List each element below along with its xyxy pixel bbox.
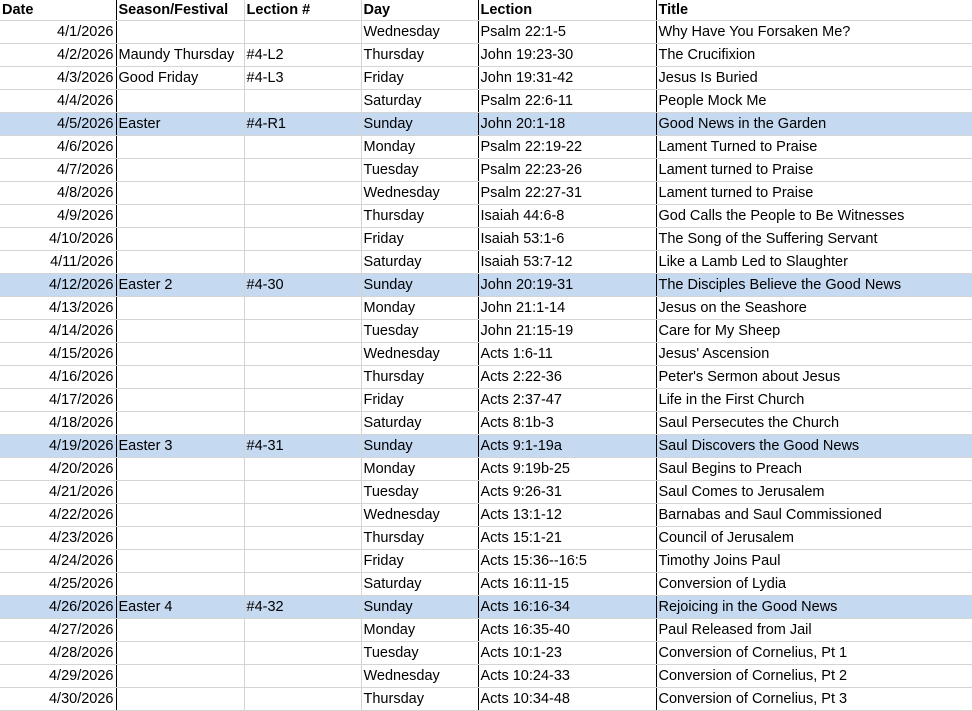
cell-season[interactable] (116, 205, 244, 228)
table-row (0, 205, 972, 228)
table-row (0, 458, 972, 481)
cell-lection-num[interactable] (244, 642, 361, 665)
table-row (0, 182, 972, 205)
cell-season[interactable] (116, 389, 244, 412)
cell-lection[interactable]: Psalm 22:27-31 (478, 182, 656, 205)
cell-day[interactable]: Friday (361, 389, 478, 412)
cell-lection[interactable]: Psalm 22:1-5 (478, 21, 656, 44)
cell-title[interactable]: Conversion of Cornelius, Pt 2 (656, 665, 972, 688)
cell-date[interactable]: 4/1/2026 (0, 21, 116, 44)
cell-title[interactable]: Lament Turned to Praise (656, 136, 972, 159)
cell-date[interactable]: 4/25/2026 (0, 573, 116, 596)
cell-date[interactable]: 4/17/2026 (0, 389, 116, 412)
cell-date[interactable]: 4/3/2026 (0, 67, 116, 90)
cell-lection-num[interactable] (244, 343, 361, 366)
cell-lection-num[interactable] (244, 182, 361, 205)
cell-lection-num[interactable] (244, 550, 361, 573)
header-lection[interactable]: Lection (478, 0, 656, 21)
cell-day[interactable]: Saturday (361, 573, 478, 596)
cell-date[interactable]: 4/18/2026 (0, 412, 116, 435)
cell-title[interactable]: Saul Begins to Preach (656, 458, 972, 481)
header-row (0, 0, 972, 21)
cell-season[interactable] (116, 136, 244, 159)
table-row (0, 527, 972, 550)
table-row (0, 44, 972, 67)
table-row (0, 642, 972, 665)
cell-lection-num[interactable] (244, 297, 361, 320)
cell-season[interactable] (116, 412, 244, 435)
cell-lection-num[interactable]: #4-R1 (244, 113, 361, 136)
cell-season[interactable]: Easter (116, 113, 244, 136)
cell-day[interactable]: Sunday (361, 113, 478, 136)
cell-day[interactable]: Thursday (361, 44, 478, 67)
cell-lection[interactable]: John 21:1-14 (478, 297, 656, 320)
cell-date[interactable]: 4/5/2026 (0, 113, 116, 136)
cell-lection[interactable]: Isaiah 53:1-6 (478, 228, 656, 251)
cell-day[interactable]: Wednesday (361, 21, 478, 44)
cell-day[interactable]: Friday (361, 67, 478, 90)
cell-title[interactable]: Conversion of Cornelius, Pt 3 (656, 688, 972, 711)
cell-date[interactable]: 4/28/2026 (0, 642, 116, 665)
cell-season[interactable]: Good Friday (116, 67, 244, 90)
cell-title[interactable]: Life in the First Church (656, 389, 972, 412)
cell-lection-num[interactable] (244, 205, 361, 228)
cell-lection[interactable]: Psalm 22:23-26 (478, 159, 656, 182)
cell-title[interactable]: Timothy Joins Paul (656, 550, 972, 573)
cell-lection[interactable]: Acts 16:35-40 (478, 619, 656, 642)
cell-lection-num[interactable] (244, 159, 361, 182)
table-row (0, 274, 972, 297)
cell-day[interactable]: Sunday (361, 596, 478, 619)
cell-lection-num[interactable] (244, 619, 361, 642)
cell-lection-num[interactable] (244, 251, 361, 274)
cell-lection[interactable]: Acts 8:1b-3 (478, 412, 656, 435)
cell-title[interactable]: Care for My Sheep (656, 320, 972, 343)
header-season[interactable]: Season/Festival (116, 0, 244, 21)
cell-day[interactable]: Wednesday (361, 182, 478, 205)
table-row (0, 688, 972, 711)
cell-lection[interactable]: Acts 2:22-36 (478, 366, 656, 389)
table-row (0, 389, 972, 412)
cell-day[interactable]: Thursday (361, 688, 478, 711)
cell-title[interactable]: Barnabas and Saul Commissioned (656, 504, 972, 527)
cell-date[interactable]: 4/10/2026 (0, 228, 116, 251)
cell-lection-num[interactable]: #4-L2 (244, 44, 361, 67)
table-row (0, 412, 972, 435)
cell-season[interactable] (116, 343, 244, 366)
cell-day[interactable]: Monday (361, 136, 478, 159)
cell-day[interactable]: Friday (361, 228, 478, 251)
cell-day[interactable]: Thursday (361, 527, 478, 550)
cell-date[interactable]: 4/15/2026 (0, 343, 116, 366)
cell-day[interactable]: Monday (361, 297, 478, 320)
cell-date[interactable]: 4/21/2026 (0, 481, 116, 504)
cell-day[interactable]: Tuesday (361, 481, 478, 504)
table-row (0, 481, 972, 504)
cell-title[interactable]: Lament turned to Praise (656, 182, 972, 205)
cell-season[interactable] (116, 320, 244, 343)
cell-lection-num[interactable] (244, 412, 361, 435)
table-row (0, 228, 972, 251)
cell-day[interactable]: Wednesday (361, 504, 478, 527)
cell-title[interactable]: Conversion of Cornelius, Pt 1 (656, 642, 972, 665)
cell-day[interactable]: Wednesday (361, 665, 478, 688)
cell-day[interactable]: Thursday (361, 205, 478, 228)
cell-lection-num[interactable]: #4-30 (244, 274, 361, 297)
cell-date[interactable]: 4/8/2026 (0, 182, 116, 205)
cell-lection[interactable]: Acts 16:11-15 (478, 573, 656, 596)
cell-lection[interactable]: John 20:19-31 (478, 274, 656, 297)
cell-lection-num[interactable] (244, 665, 361, 688)
cell-title[interactable]: Saul Discovers the Good News (656, 435, 972, 458)
cell-season[interactable] (116, 366, 244, 389)
cell-day[interactable]: Saturday (361, 251, 478, 274)
table-row (0, 619, 972, 642)
header-date[interactable]: Date (0, 0, 116, 21)
cell-lection-num[interactable] (244, 573, 361, 596)
cell-season[interactable] (116, 665, 244, 688)
cell-lection-num[interactable]: #4-L3 (244, 67, 361, 90)
cell-day[interactable]: Tuesday (361, 642, 478, 665)
table-row (0, 435, 972, 458)
cell-day[interactable]: Monday (361, 458, 478, 481)
cell-day[interactable]: Thursday (361, 366, 478, 389)
table-row (0, 136, 972, 159)
table-row (0, 67, 972, 90)
table-row (0, 90, 972, 113)
cell-lection[interactable]: Acts 9:19b-25 (478, 458, 656, 481)
cell-lection[interactable]: Acts 15:36--16:5 (478, 550, 656, 573)
cell-title[interactable]: Good News in the Garden (656, 113, 972, 136)
cell-title[interactable]: Saul Comes to Jerusalem (656, 481, 972, 504)
table-row (0, 504, 972, 527)
cell-title[interactable]: Why Have You Forsaken Me? (656, 21, 972, 44)
cell-season[interactable]: Easter 3 (116, 435, 244, 458)
cell-season[interactable] (116, 504, 244, 527)
table-row (0, 665, 972, 688)
cell-lection-num[interactable] (244, 136, 361, 159)
cell-lection-num[interactable] (244, 504, 361, 527)
cell-date[interactable]: 4/9/2026 (0, 205, 116, 228)
cell-date[interactable]: 4/27/2026 (0, 619, 116, 642)
cell-day[interactable]: Tuesday (361, 159, 478, 182)
cell-title[interactable]: The Disciples Believe the Good News (656, 274, 972, 297)
cell-lection[interactable]: Psalm 22:19-22 (478, 136, 656, 159)
cell-lection[interactable]: Acts 13:1-12 (478, 504, 656, 527)
cell-day[interactable]: Wednesday (361, 343, 478, 366)
cell-season[interactable] (116, 481, 244, 504)
cell-title[interactable]: People Mock Me (656, 90, 972, 113)
cell-season[interactable]: Maundy Thursday (116, 44, 244, 67)
cell-date[interactable]: 4/30/2026 (0, 688, 116, 711)
table-row (0, 251, 972, 274)
cell-season[interactable]: Easter 4 (116, 596, 244, 619)
cell-lection[interactable]: Acts 10:34-48 (478, 688, 656, 711)
cell-lection[interactable]: Acts 15:1-21 (478, 527, 656, 550)
cell-title[interactable]: Peter's Sermon about Jesus (656, 366, 972, 389)
cell-lection[interactable]: John 19:23-30 (478, 44, 656, 67)
cell-title[interactable]: Jesus' Ascension (656, 343, 972, 366)
cell-day[interactable]: Monday (361, 619, 478, 642)
cell-lection-num[interactable] (244, 458, 361, 481)
cell-day[interactable]: Sunday (361, 274, 478, 297)
cell-date[interactable]: 4/23/2026 (0, 527, 116, 550)
cell-date[interactable]: 4/19/2026 (0, 435, 116, 458)
cell-date[interactable]: 4/4/2026 (0, 90, 116, 113)
cell-day[interactable]: Saturday (361, 412, 478, 435)
table-row (0, 113, 972, 136)
cell-lection-num[interactable] (244, 389, 361, 412)
table-row (0, 297, 972, 320)
cell-season[interactable] (116, 228, 244, 251)
cell-date[interactable]: 4/7/2026 (0, 159, 116, 182)
cell-title[interactable]: Rejoicing in the Good News (656, 596, 972, 619)
cell-lection[interactable]: John 19:31-42 (478, 67, 656, 90)
cell-date[interactable]: 4/20/2026 (0, 458, 116, 481)
cell-lection[interactable]: Isaiah 53:7-12 (478, 251, 656, 274)
cell-title[interactable]: Paul Released from Jail (656, 619, 972, 642)
cell-lection-num[interactable] (244, 90, 361, 113)
cell-season[interactable] (116, 90, 244, 113)
cell-title[interactable]: Saul Persecutes the Church (656, 412, 972, 435)
cell-date[interactable]: 4/26/2026 (0, 596, 116, 619)
cell-title[interactable]: Lament turned to Praise (656, 159, 972, 182)
cell-title[interactable]: The Crucifixion (656, 44, 972, 67)
cell-season[interactable] (116, 182, 244, 205)
cell-title[interactable]: Council of Jerusalem (656, 527, 972, 550)
cell-season[interactable] (116, 642, 244, 665)
cell-season[interactable] (116, 297, 244, 320)
cell-lection[interactable]: Acts 9:26-31 (478, 481, 656, 504)
cell-day[interactable]: Friday (361, 550, 478, 573)
cell-lection-num[interactable] (244, 320, 361, 343)
cell-season[interactable] (116, 573, 244, 596)
cell-lection[interactable]: Acts 16:16-34 (478, 596, 656, 619)
cell-season[interactable] (116, 550, 244, 573)
cell-lection[interactable]: Acts 9:1-19a (478, 435, 656, 458)
header-lection-num[interactable]: Lection # (244, 0, 361, 21)
cell-date[interactable]: 4/29/2026 (0, 665, 116, 688)
cell-lection[interactable]: Acts 10:1-23 (478, 642, 656, 665)
cell-lection[interactable]: Psalm 22:6-11 (478, 90, 656, 113)
cell-lection-num[interactable] (244, 688, 361, 711)
cell-season[interactable] (116, 458, 244, 481)
cell-date[interactable]: 4/12/2026 (0, 274, 116, 297)
table-row (0, 21, 972, 44)
cell-lection-num[interactable] (244, 366, 361, 389)
cell-season[interactable] (116, 159, 244, 182)
cell-lection-num[interactable] (244, 527, 361, 550)
cell-lection[interactable]: Isaiah 44:6-8 (478, 205, 656, 228)
cell-title[interactable]: Jesus on the Seashore (656, 297, 972, 320)
cell-lection[interactable]: John 20:1-18 (478, 113, 656, 136)
cell-date[interactable]: 4/2/2026 (0, 44, 116, 67)
cell-date[interactable]: 4/22/2026 (0, 504, 116, 527)
cell-lection-num[interactable] (244, 481, 361, 504)
table-row (0, 550, 972, 573)
table-row (0, 320, 972, 343)
header-day[interactable]: Day (361, 0, 478, 21)
table-row (0, 366, 972, 389)
cell-date[interactable]: 4/24/2026 (0, 550, 116, 573)
table-row (0, 573, 972, 596)
cell-title[interactable]: Conversion of Lydia (656, 573, 972, 596)
table-body (0, 21, 972, 711)
table-row (0, 159, 972, 182)
cell-season[interactable] (116, 527, 244, 550)
cell-lection-num[interactable] (244, 228, 361, 251)
cell-day[interactable]: Tuesday (361, 320, 478, 343)
table-row (0, 343, 972, 366)
cell-season[interactable] (116, 619, 244, 642)
cell-lection-num[interactable]: #4-32 (244, 596, 361, 619)
cell-date[interactable]: 4/14/2026 (0, 320, 116, 343)
cell-title[interactable]: The Song of the Suffering Servant (656, 228, 972, 251)
table-row (0, 596, 972, 619)
cell-title[interactable]: God Calls the People to Be Witnesses (656, 205, 972, 228)
cell-lection[interactable]: John 21:15-19 (478, 320, 656, 343)
cell-lection[interactable]: Acts 1:6-11 (478, 343, 656, 366)
cell-season[interactable] (116, 251, 244, 274)
cell-title[interactable]: Like a Lamb Led to Slaughter (656, 251, 972, 274)
cell-lection[interactable]: Acts 2:37-47 (478, 389, 656, 412)
cell-season[interactable]: Easter 2 (116, 274, 244, 297)
cell-day[interactable]: Sunday (361, 435, 478, 458)
cell-date[interactable]: 4/11/2026 (0, 251, 116, 274)
cell-date[interactable]: 4/6/2026 (0, 136, 116, 159)
cell-title[interactable]: Jesus Is Buried (656, 67, 972, 90)
cell-lection[interactable]: Acts 10:24-33 (478, 665, 656, 688)
cell-lection-num[interactable]: #4-31 (244, 435, 361, 458)
cell-season[interactable] (116, 688, 244, 711)
cell-season[interactable] (116, 21, 244, 44)
cell-date[interactable]: 4/16/2026 (0, 366, 116, 389)
cell-day[interactable]: Saturday (361, 90, 478, 113)
header-title[interactable]: Title (656, 0, 972, 21)
cell-lection-num[interactable] (244, 21, 361, 44)
cell-date[interactable]: 4/13/2026 (0, 297, 116, 320)
